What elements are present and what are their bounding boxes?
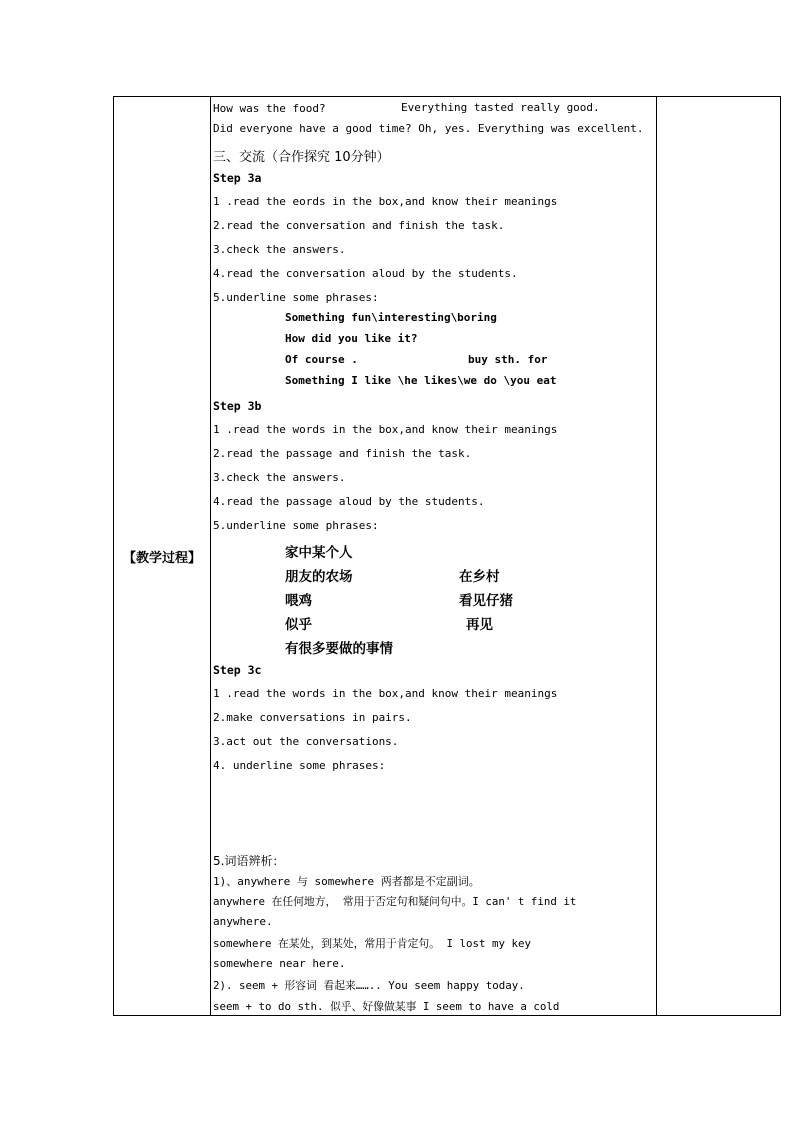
exchange-heading: 三、交流（合作探究 10分钟） — [213, 150, 390, 165]
notes-cell — [657, 97, 781, 1016]
step-3b-item: 4.read the passage aloud by the students. — [213, 495, 485, 508]
step-3a-item: 4.read the conversation aloud by the students. — [213, 267, 518, 280]
step-3a-item: 1 .read the eords in the box,and know their meanings — [213, 195, 558, 208]
step-3a-phrase: buy sth. for — [468, 353, 548, 366]
intro-answer-1: Everything tasted really good. — [401, 101, 600, 114]
step-3b-phrase: 看见仔猪 — [459, 593, 513, 609]
step-3b-item: 3.check the answers. — [213, 471, 346, 484]
step-3c-item: 1 .read the words in the box,and know their meanings — [213, 687, 558, 700]
step-3b-item: 2.read the passage and finish the task. — [213, 447, 472, 460]
step-3a-phrase: How did you like it? — [285, 332, 418, 345]
analysis-line: somewhere near here. — [213, 957, 346, 970]
step-3b-phrase: 家中某个人 — [285, 545, 353, 561]
step-3b-item: 5.underline some phrases: — [213, 519, 379, 532]
step-3c-item: 4. underline some phrases: — [213, 759, 386, 772]
step-3b-phrase: 朋友的农场 — [285, 569, 353, 585]
intro-line — [213, 101, 600, 115]
step-3b-item: 1 .read the words in the box,and know their meanings — [213, 423, 558, 436]
content-area — [211, 97, 656, 1015]
analysis-line: 2). seem + 形容词 看起来…….. You seem happy today. — [213, 979, 525, 992]
step-3a-item: 5.underline some phrases: — [213, 291, 379, 304]
analysis-line: anywhere 在任何地方， 常用于否定句和疑问句中。I can' t find it — [213, 895, 577, 908]
step-3b-phrase: 喂鸡 — [285, 593, 312, 609]
step-3a-title: Step 3a — [213, 171, 262, 185]
analysis-line: somewhere 在某处，到某处，常用于肯定句。 I lost my key — [213, 937, 531, 950]
step-3a-item: 3.check the answers. — [213, 243, 346, 256]
intro-question-1: How was the food? — [213, 102, 326, 115]
step-3a-phrase: Of course . — [285, 353, 358, 366]
analysis-line: seem + to do sth. 似乎、好像做某事 I seem to have a cold — [213, 1000, 560, 1013]
step-3b-title: Step 3b — [213, 399, 262, 413]
step-3a-phrase: Something fun\interesting\boring — [285, 311, 497, 324]
lesson-table — [113, 96, 781, 1016]
section-label-cell — [114, 97, 211, 1016]
intro-line-2: Did everyone have a good time? Oh, yes. Everything was excellent. — [213, 122, 644, 135]
section-label: 【教学过程】 — [122, 550, 201, 566]
step-3b-phrase: 再见 — [466, 617, 493, 633]
step-3c-item: 2.make conversations in pairs. — [213, 711, 412, 724]
content-cell — [211, 97, 657, 1016]
step-3c-item: 3.act out the conversations. — [213, 735, 399, 748]
step-3a-phrase: Something I like \he likes\we do \you eat — [285, 374, 557, 387]
step-3b-phrase: 在乡村 — [459, 569, 500, 585]
step-3c-title: Step 3c — [213, 663, 262, 677]
table-row — [114, 97, 781, 1016]
analysis-line: anywhere. — [213, 915, 273, 928]
step-3b-phrase: 似乎 — [285, 617, 312, 633]
analysis-line: 1)、anywhere 与 somewhere 两者都是不定副词。 — [213, 875, 480, 888]
step-3a-item: 2.read the conversation and finish the task. — [213, 219, 505, 232]
analysis-heading: 5.词语辨析： — [213, 854, 285, 868]
step-3b-phrase: 有很多要做的事情 — [285, 641, 393, 657]
